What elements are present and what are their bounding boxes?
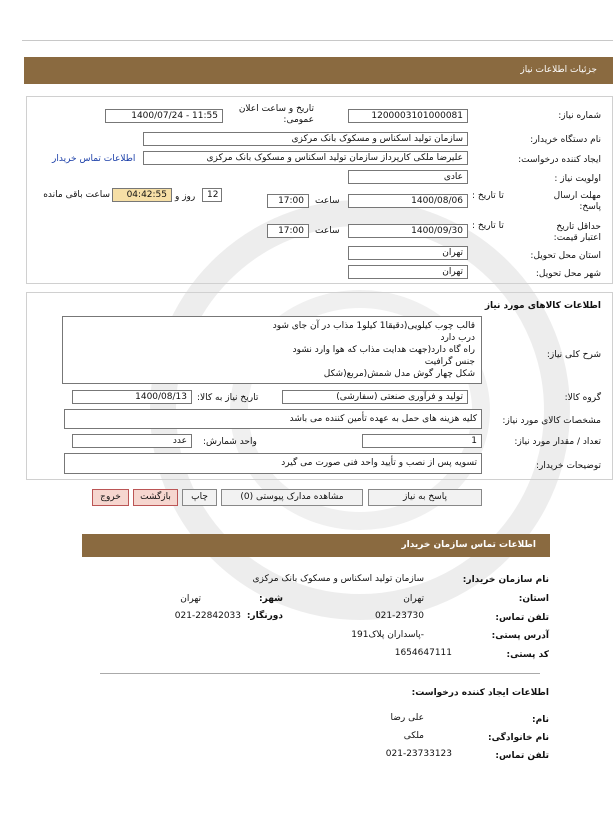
summary-field xyxy=(62,316,482,384)
priority-label: اولویت نیاز : xyxy=(554,174,601,184)
contact-section-title: اطلاعات تماس سازمان خریدار xyxy=(401,540,536,550)
contact-header-bar xyxy=(82,534,550,557)
creator-name-value: علی رضا xyxy=(390,713,424,723)
back-button[interactable]: بازگشت xyxy=(133,489,178,506)
creator-field: علیرضا ملکی کارپرداز سازمان تولید اسکناس و مسکوک بانک مرکزی xyxy=(143,151,468,165)
need-number-label: شماره نیاز: xyxy=(558,111,601,121)
province-field: تهران xyxy=(348,246,468,260)
price-valid-to-label: تا تاریخ : xyxy=(472,221,504,231)
need-number-field: 1200003101000081 xyxy=(348,109,468,123)
contact-fax-label: دورنگار: xyxy=(246,611,283,621)
exit-button[interactable]: خروج xyxy=(92,489,129,506)
specs-field: کلیه هزینه های حمل به عهده تأمین کننده می باشد xyxy=(64,409,482,429)
buyer-org-field: سازمان تولید اسکناس و مسکوک بانک مرکزی xyxy=(143,132,468,146)
remaining-time-field: 04:42:55 xyxy=(112,188,172,202)
top-divider xyxy=(22,40,613,41)
contact-address-label: آدرس پستی: xyxy=(491,631,549,641)
priority-field: عادی xyxy=(348,170,468,184)
group-label: گروه کالا: xyxy=(564,393,601,403)
deadline-label: مهلت ارسال پاسخ: xyxy=(553,191,601,212)
attachments-button[interactable]: مشاهده مدارک پیوستی (0) xyxy=(221,489,363,506)
summary-line: جنس گرافیت xyxy=(424,357,475,367)
contact-phone-value: 021-23730 xyxy=(374,611,424,621)
buyer-org-label: نام دستگاه خریدار: xyxy=(530,135,601,145)
contact-province-value: تهران xyxy=(403,594,424,604)
province-label: استان محل تحویل: xyxy=(530,251,601,261)
header-title[interactable]: جزئیات اطلاعات نیاز xyxy=(520,65,597,75)
unit-field: عدد xyxy=(72,434,192,448)
goods-section-title: اطلاعات کالاهای مورد نیاز xyxy=(484,301,601,311)
deadline-time-field: 17:00 xyxy=(267,194,309,208)
summary-line: شکل چهار گوش مدل شمش(مربع(شکل xyxy=(323,369,475,379)
city-field: تهران xyxy=(348,265,468,279)
deadline-date-field: 1400/08/06 xyxy=(348,194,468,208)
announce-label: تاریخ و ساعت اعلان عمومی: xyxy=(238,104,314,125)
price-valid-date-field: 1400/09/30 xyxy=(348,224,468,238)
specs-label: مشخصات کالای مورد نیاز: xyxy=(502,416,601,426)
creator-label: ایجاد کننده درخواست: xyxy=(518,155,601,165)
qty-field: 1 xyxy=(362,434,482,448)
contact-city-label: شهر: xyxy=(259,594,283,604)
creator-family-label: نام خانوادگی: xyxy=(487,733,549,743)
buyer-contact-link[interactable]: اطلاعات تماس خریدار xyxy=(52,154,136,164)
remaining-days-label: روز و xyxy=(175,192,196,202)
deadline-to-label: تا تاریخ : xyxy=(472,191,504,201)
need-date-label: تاریخ نیاز به کالا: xyxy=(197,393,259,403)
contact-postal-value: 1654647111 xyxy=(394,648,452,658)
announce-field: 1400/07/24 - 11:55 xyxy=(105,109,223,123)
creator-family-value: ملکی xyxy=(403,731,424,741)
creator-name-label: نام: xyxy=(532,715,549,725)
deadline-time-label: ساعت xyxy=(315,196,340,206)
contact-address-value: -پاسداران پلاک191 xyxy=(351,630,424,640)
creator-phone-value: 021-23733123 xyxy=(385,749,452,759)
contact-city-value: تهران xyxy=(180,594,201,604)
qty-label: تعداد / مقدار مورد نیاز: xyxy=(514,437,601,447)
buyer-notes-label: توضیحات خریدار: xyxy=(535,461,601,471)
price-valid-time-field: 17:00 xyxy=(267,224,309,238)
contact-divider xyxy=(100,673,540,674)
summary-label: شرح کلی نیاز: xyxy=(546,350,601,360)
summary-line: قالب چوب کیلویی(دقیقا1 کیلو1 مذاب در آن جای شود xyxy=(272,321,475,331)
city-label: شهر محل تحویل: xyxy=(535,269,601,279)
reply-button[interactable]: پاسخ به نیاز xyxy=(368,489,482,506)
unit-label: واحد شمارش: xyxy=(203,437,257,447)
group-field: تولید و فرآوری صنعتی (سفارشی) xyxy=(282,390,468,404)
creator-phone-label: تلفن تماس: xyxy=(495,751,549,761)
contact-postal-label: کد پستی: xyxy=(506,650,549,660)
print-button[interactable]: چاپ xyxy=(182,489,217,506)
buyer-notes-field: تسویه پس از نصب و تأیید واحد فنی صورت می گیرد xyxy=(64,453,482,474)
contact-org-value: سازمان تولید اسکناس و مسکوک بانک مرکزی xyxy=(252,574,424,584)
contact-org-label: نام سازمان خریدار: xyxy=(462,575,549,585)
remaining-days-field: 12 xyxy=(202,188,222,202)
summary-line: درب دارد xyxy=(440,333,475,343)
creator-info-title: اطلاعات ایجاد کننده درخواست: xyxy=(411,688,549,698)
header-bar xyxy=(24,57,613,84)
contact-fax-value: 021-22842033 xyxy=(174,611,241,621)
price-valid-label: حداقل تاریخ اعتبار قیمت: xyxy=(553,222,601,243)
remaining-time-label: ساعت باقی مانده xyxy=(43,190,110,200)
contact-phone-label: تلفن تماس: xyxy=(495,613,549,623)
summary-line: راه گاه دارد(جهت هدایت مذاب که هوا وارد نشود xyxy=(292,345,475,355)
need-date-field: 1400/08/13 xyxy=(72,390,192,404)
price-valid-time-label: ساعت xyxy=(315,226,340,236)
contact-province-label: استان: xyxy=(518,594,549,604)
